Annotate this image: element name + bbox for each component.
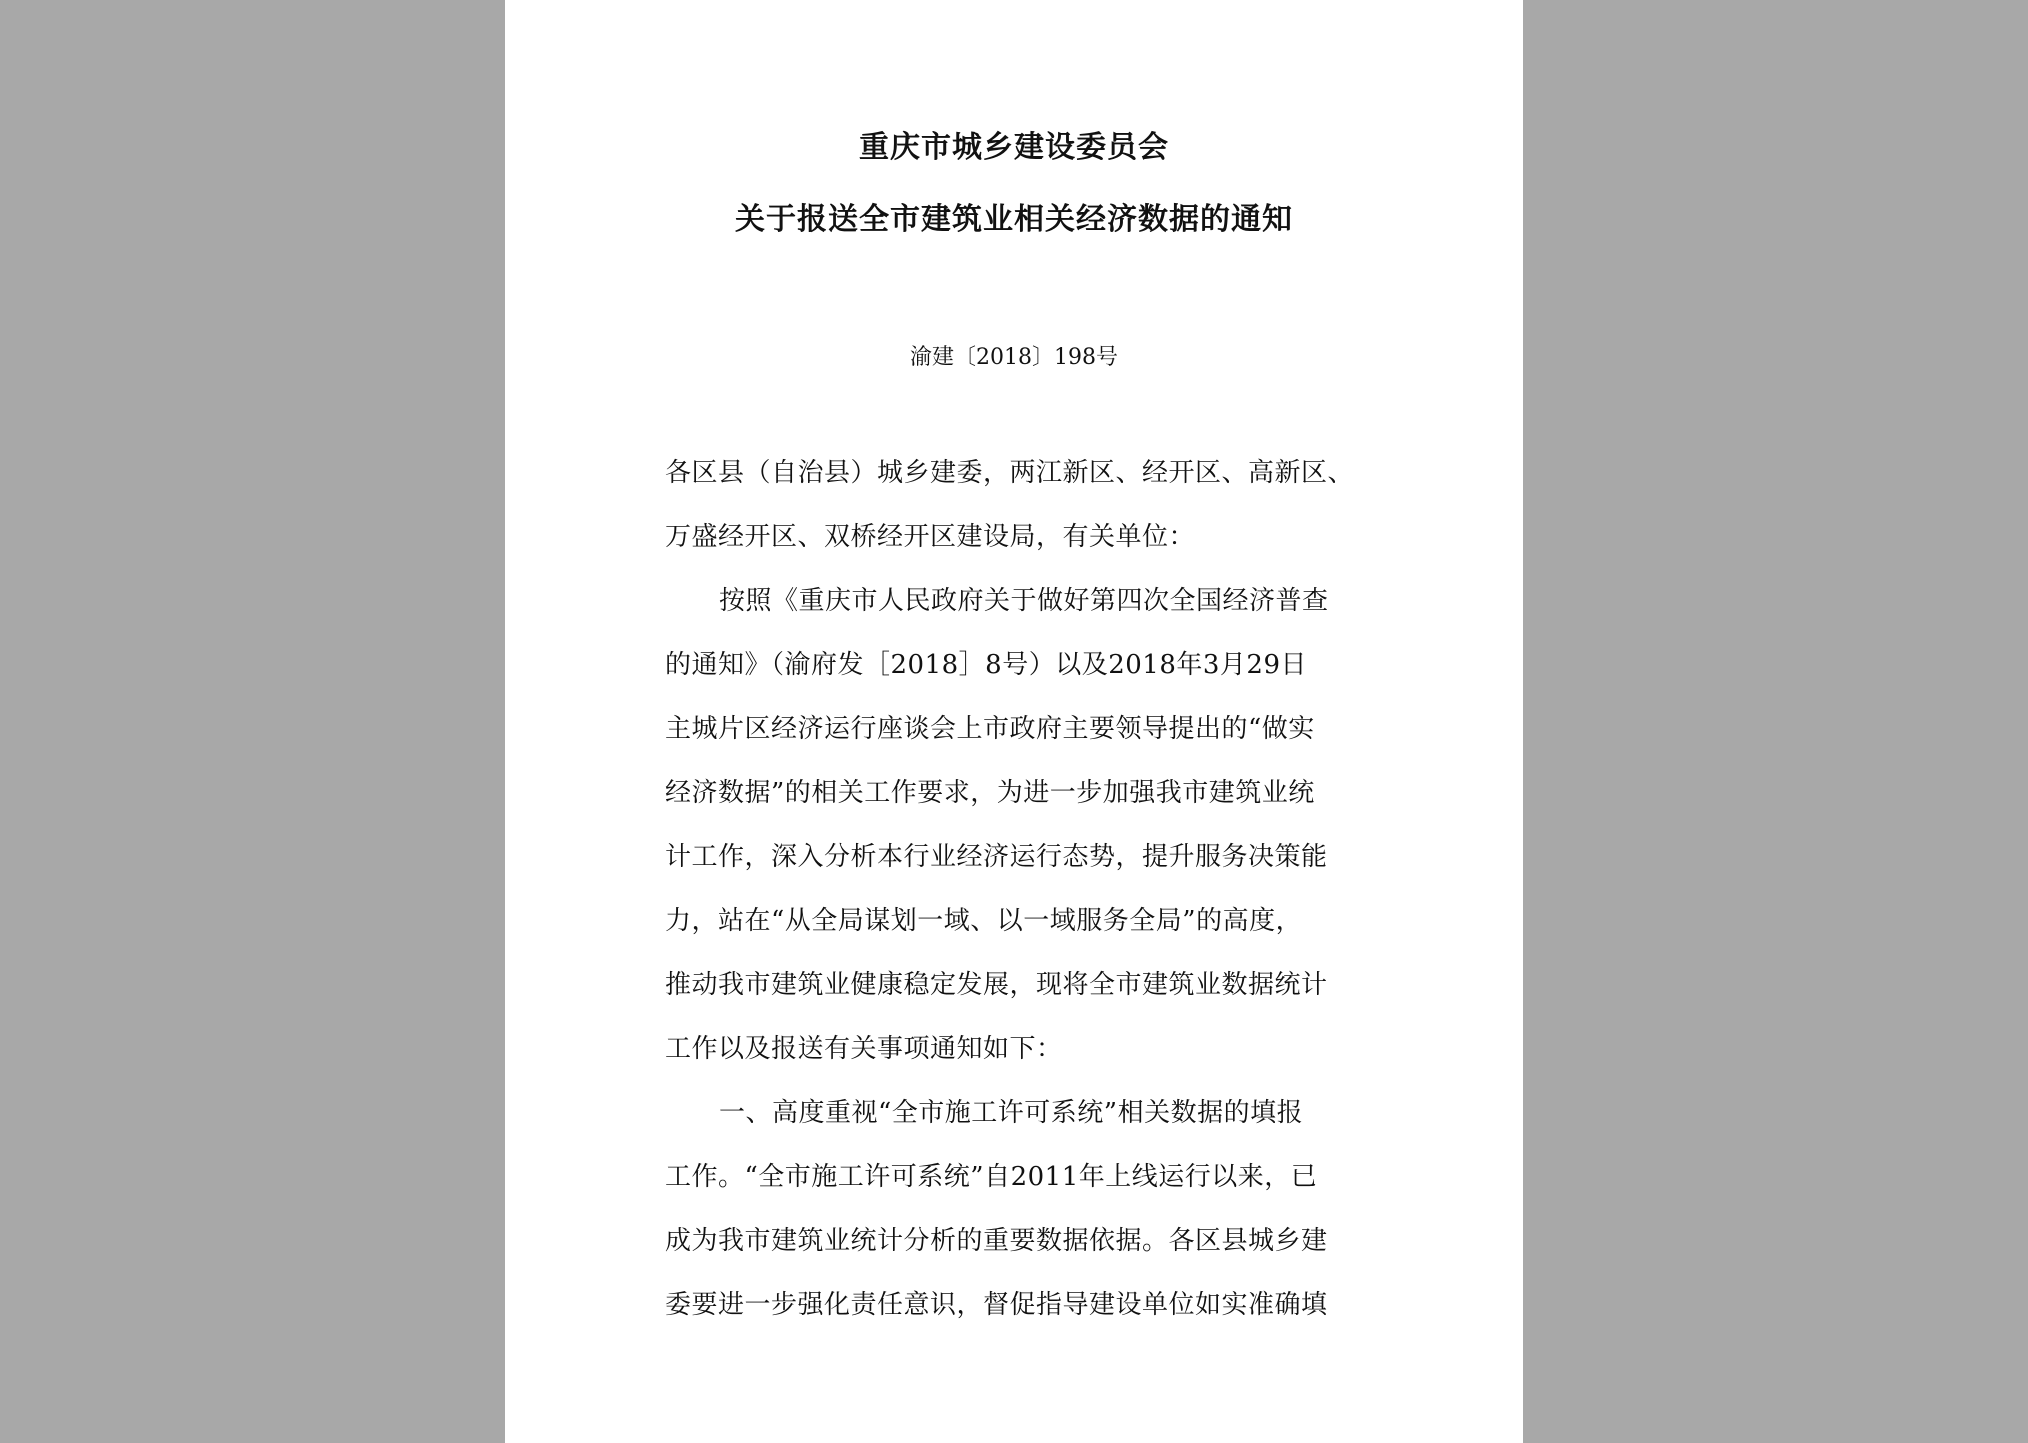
body-line: 力，站在“从全局谋划一域、以一域服务全局”的高度， — [665, 906, 1303, 936]
body-line: 的通知》（渝府发［2018］8号）以及2018年3月29日 — [665, 650, 1308, 680]
document-title-line-2: 关于报送全市建筑业相关经济数据的通知 — [735, 202, 1293, 237]
body-line: 成为我市建筑业统计分析的重要数据依据。各区县城乡建 — [665, 1226, 1328, 1256]
body-line: 万盛经开区、双桥经开区建设局，有关单位： — [665, 522, 1196, 552]
body-line: 经济数据”的相关工作要求，为进一步加强我市建筑业统 — [665, 778, 1315, 808]
document-number: 渝建〔2018〕198号 — [910, 345, 1118, 370]
body-line: 推动我市建筑业健康稳定发展，现将全市建筑业数据统计 — [665, 970, 1328, 1000]
body-line: 按照《重庆市人民政府关于做好第四次全国经济普查 — [719, 586, 1329, 616]
document-title-line-1: 重庆市城乡建设委员会 — [859, 130, 1169, 165]
body-line: 委要进一步强化责任意识，督促指导建设单位如实准确填 — [665, 1290, 1328, 1320]
body-line: 一、高度重视“全市施工许可系统”相关数据的填报 — [719, 1098, 1304, 1128]
body-line: 主城片区经济运行座谈会上市政府主要领导提出的“做实 — [665, 714, 1315, 744]
body-line: 计工作，深入分析本行业经济运行态势，提升服务决策能 — [665, 842, 1328, 872]
document-page — [505, 0, 1523, 1443]
body-line: 工作。“全市施工许可系统”自2011年上线运行以来，已 — [665, 1162, 1318, 1192]
body-line: 工作以及报送有关事项通知如下： — [665, 1034, 1063, 1064]
body-line: 各区县（自治县）城乡建委，两江新区、经开区、高新区、 — [665, 458, 1355, 488]
